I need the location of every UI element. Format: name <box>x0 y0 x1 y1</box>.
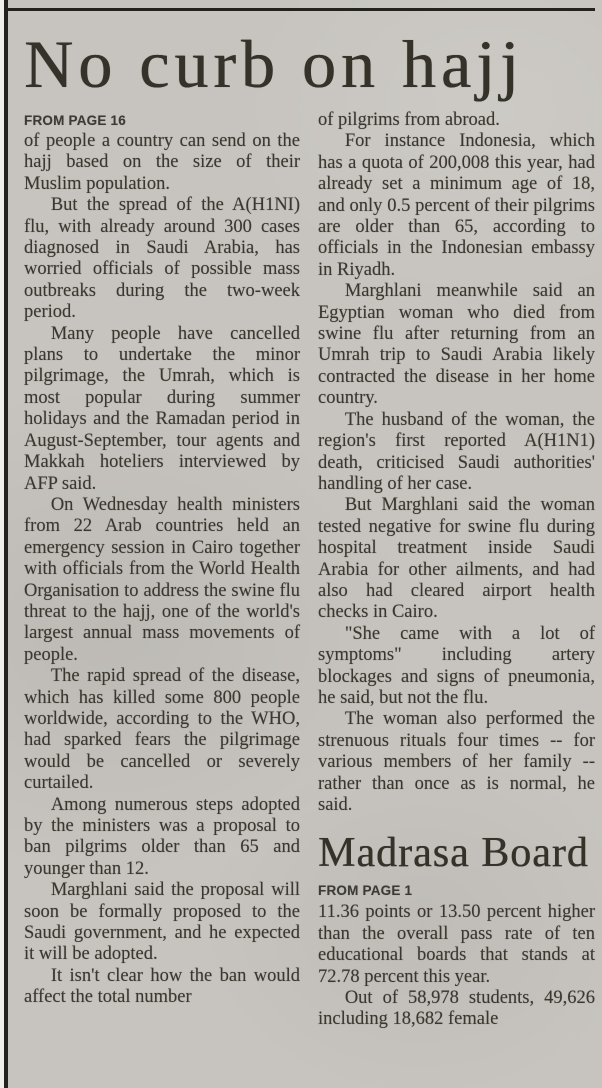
article-paragraph: of pilgrims from abroad. <box>318 110 500 130</box>
article-columns <box>24 110 595 1031</box>
article-paragraph: On Wednesday health ministers from 22 Arab countries held an emergency session in Cairo together with officials from the World Health Organisation to address the swine flu threat to the hajj, one of the world's largest annual mass movements of people. <box>24 494 300 665</box>
left-column <box>24 110 300 1031</box>
article-paragraph: Many people have cancelled plans to undertake the minor pilgrimage, the Umrah, which is most popular during summer holidays and the Ramadan period in August-September, tour agents and Makkah hoteliers interviewed by AFP said. <box>24 323 300 494</box>
article-paragraph: Marghlani meanwhile said an Egyptian woman who died from swine flu after returning from an Umrah trip to Saudi Arabia likely contracted the disease in her home country. <box>318 281 595 409</box>
article-paragraph: But Marghlani said the woman tested negative for swine flu during hospital treatment inside Saudi Arabia for other ailments, and had also had cleared airport health checks in Cairo. <box>318 495 595 623</box>
article-paragraph: The rapid spread of the disease, which has killed some 800 people worldwide, according to the WHO, had sparked fears the pilgrimage would be cancelled or severely curtailed. <box>24 666 300 794</box>
article-paragraph: Marghlani said the proposal will soon be formally proposed to the Saudi government, and he expected it will be adopted. <box>24 880 300 965</box>
hajj-continued-from-label: FROM PAGE 16 <box>24 113 126 128</box>
madrasa-headline: Madrasa Board <box>318 830 589 877</box>
right-column <box>318 110 595 1031</box>
article-paragraph: For instance Indonesia, which has a quota of 200,008 this year, had already set a minimum age of 18, and only 0.5 percent of their pilgrims are older than 65, according to officials in the Indonesian embassy in Riyadh. <box>318 131 595 280</box>
madrasa-continued-from-label: FROM PAGE 1 <box>318 883 413 899</box>
article-paragraph: It isn't clear how the ban would affect the total number <box>24 965 300 1008</box>
article-paragraph: The woman also performed the strenuous rituals four times -- for various members of her family -- rather than once as is normal, he said. <box>318 709 595 815</box>
article-paragraph: But the spread of the A(H1NI) flu, with already around 300 cases diagnosed in Saudi Arabia, has worried officials of possible mass outbreaks during the two-week period. <box>24 195 300 323</box>
article-paragraph: of people a country can send on the hajj based on the size of their Muslim population. <box>24 131 300 194</box>
article-paragraph: Out of 58,978 students, 49,626 including 18,682 female <box>318 988 595 1030</box>
article-paragraph: 11.36 points or 13.50 percent higher than the overall pass rate of ten educational boards that stands at 72.78 percent this year. <box>318 902 595 987</box>
article-paragraph: "She came with a lot of symptoms" including artery blockages and signs of pneumonia, he said, but not the flu. <box>318 623 595 708</box>
hajj-headline: No curb on hajj <box>24 26 524 102</box>
article-paragraph: Among numerous steps adopted by the ministers was a proposal to ban pilgrims older than 65 and younger than 12. <box>24 794 300 879</box>
article-paragraph: The husband of the woman, the region's first reported A(H1N1) death, criticised Saudi authorities' handling of her case. <box>318 409 595 494</box>
